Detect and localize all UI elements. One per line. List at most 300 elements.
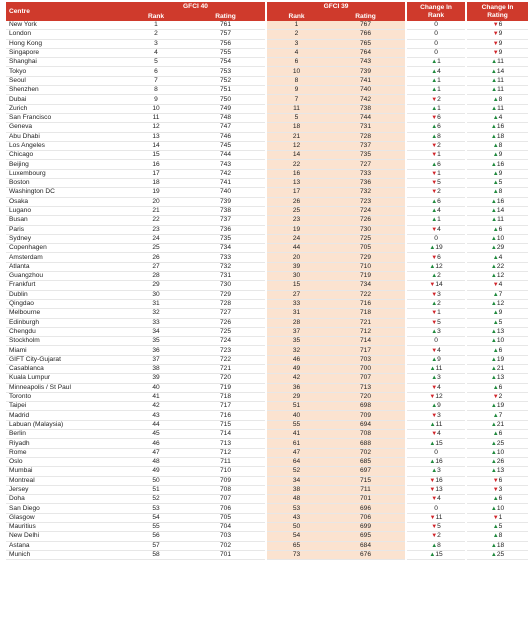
row-centre: New York — [6, 21, 126, 30]
row-gfci39-rating: 740 — [326, 86, 406, 95]
row-gfci40-rank: 41 — [126, 392, 186, 401]
row-centre: Astana — [6, 541, 126, 550]
arrow-up-icon: ▲ — [490, 263, 497, 270]
row-gfci39-rank: 11 — [266, 104, 326, 113]
row-change-rating: ▲4 — [466, 113, 528, 122]
row-centre: Rome — [6, 448, 126, 457]
row-change-rank: ▲1 — [406, 58, 466, 67]
arrow-up-icon: ▲ — [492, 496, 499, 503]
table-row — [6, 364, 528, 373]
table-row — [6, 206, 528, 215]
row-gfci40-rating: 717 — [186, 402, 266, 411]
table-row — [6, 188, 528, 197]
table-row — [6, 104, 528, 113]
row-gfci40-rating: 747 — [186, 123, 266, 132]
row-gfci39-rank: 8 — [266, 76, 326, 85]
table-row — [6, 476, 528, 485]
row-gfci40-rank: 10 — [126, 104, 186, 113]
row-gfci39-rank: 30 — [266, 272, 326, 281]
arrow-down-icon: ▼ — [431, 533, 438, 540]
arrow-down-icon: ▼ — [431, 384, 438, 391]
row-gfci40-rank: 51 — [126, 485, 186, 494]
row-change-rank: ▼3 — [406, 411, 466, 420]
row-change-rating: ▲16 — [466, 160, 528, 169]
row-gfci39-rank: 36 — [266, 383, 326, 392]
arrow-down-icon: ▼ — [429, 282, 436, 289]
row-centre: Chicago — [6, 151, 126, 160]
row-centre: Seoul — [6, 76, 126, 85]
row-centre: Doha — [6, 495, 126, 504]
row-gfci40-rating: 751 — [186, 86, 266, 95]
row-gfci40-rank: 50 — [126, 476, 186, 485]
row-centre: Berlin — [6, 430, 126, 439]
row-change-rating: ▲12 — [466, 299, 528, 308]
row-gfci40-rank: 8 — [126, 86, 186, 95]
row-gfci40-rank: 2 — [126, 30, 186, 39]
row-centre: Toronto — [6, 392, 126, 401]
row-gfci40-rating: 757 — [186, 30, 266, 39]
row-change-rank: ▲11 — [406, 420, 466, 429]
row-gfci40-rating: 727 — [186, 309, 266, 318]
row-gfci40-rank: 36 — [126, 346, 186, 355]
row-gfci39-rank: 18 — [266, 123, 326, 132]
row-gfci40-rating: 722 — [186, 355, 266, 364]
row-gfci39-rank: 53 — [266, 504, 326, 513]
arrow-up-icon: ▲ — [490, 375, 497, 382]
arrow-up-icon: ▲ — [429, 263, 436, 270]
row-gfci40-rating: 756 — [186, 39, 266, 48]
row-gfci39-rank: 19 — [266, 225, 326, 234]
row-gfci39-rank: 64 — [266, 457, 326, 466]
row-gfci40-rating: 709 — [186, 476, 266, 485]
arrow-down-icon: ▼ — [431, 152, 438, 159]
row-gfci40-rating: 724 — [186, 337, 266, 346]
row-change-rank: ▼6 — [406, 113, 466, 122]
row-gfci40-rank: 16 — [126, 160, 186, 169]
table-row — [6, 179, 528, 188]
arrow-up-icon: ▲ — [490, 328, 497, 335]
row-centre: Frankfurt — [6, 281, 126, 290]
arrow-down-icon: ▼ — [431, 524, 438, 531]
row-gfci40-rating: 740 — [186, 188, 266, 197]
row-gfci39-rank: 7 — [266, 95, 326, 104]
row-centre: Osaka — [6, 197, 126, 206]
row-gfci40-rank: 57 — [126, 541, 186, 550]
row-gfci39-rank: 29 — [266, 392, 326, 401]
row-gfci39-rating: 676 — [326, 550, 406, 559]
row-gfci39-rank: 31 — [266, 309, 326, 318]
row-gfci40-rating: 711 — [186, 457, 266, 466]
table-row — [6, 76, 528, 85]
arrow-up-icon: ▲ — [490, 68, 497, 75]
header-gfci39-rating: Rating — [326, 12, 406, 21]
row-gfci40-rank: 47 — [126, 448, 186, 457]
row-gfci39-rating: 735 — [326, 151, 406, 160]
row-gfci40-rank: 30 — [126, 290, 186, 299]
arrow-up-icon: ▲ — [490, 542, 497, 549]
row-centre: Melbourne — [6, 309, 126, 318]
row-gfci39-rating: 742 — [326, 95, 406, 104]
row-gfci40-rank: 42 — [126, 402, 186, 411]
row-change-rating: ▲8 — [466, 95, 528, 104]
row-gfci39-rank: 49 — [266, 364, 326, 373]
table-row — [6, 21, 528, 30]
row-change-rating: ▲21 — [466, 420, 528, 429]
header-gfci39: GFCI 39 — [266, 2, 406, 12]
row-change-rating: ▲14 — [466, 67, 528, 76]
row-gfci40-rank: 34 — [126, 327, 186, 336]
row-gfci40-rank: 55 — [126, 523, 186, 532]
row-centre: Oslo — [6, 457, 126, 466]
row-change-rating: ▲7 — [466, 411, 528, 420]
row-change-rating: ▲29 — [466, 244, 528, 253]
row-gfci40-rating: 723 — [186, 346, 266, 355]
table-row — [6, 337, 528, 346]
row-gfci39-rating: 716 — [326, 299, 406, 308]
table-row — [6, 383, 528, 392]
row-centre: Tokyo — [6, 67, 126, 76]
row-centre: Montreal — [6, 476, 126, 485]
arrow-up-icon: ▲ — [490, 245, 497, 252]
arrow-down-icon: ▼ — [429, 477, 436, 484]
row-gfci40-rank: 49 — [126, 467, 186, 476]
row-change-rank: 0 — [406, 21, 466, 30]
row-gfci39-rating: 706 — [326, 513, 406, 522]
row-centre: San Francisco — [6, 113, 126, 122]
row-gfci40-rating: 731 — [186, 272, 266, 281]
arrow-up-icon: ▲ — [490, 208, 497, 215]
header-gfci40: GFCI 40 — [126, 2, 266, 12]
row-change-rank: ▼2 — [406, 188, 466, 197]
row-gfci39-rank: 35 — [266, 337, 326, 346]
row-gfci39-rating: 708 — [326, 430, 406, 439]
arrow-down-icon: ▼ — [431, 496, 438, 503]
row-change-rank: ▼1 — [406, 169, 466, 178]
row-gfci40-rating: 721 — [186, 364, 266, 373]
row-change-rank: ▲15 — [406, 550, 466, 559]
row-change-rank: ▼6 — [406, 253, 466, 262]
row-centre: Boston — [6, 179, 126, 188]
row-gfci39-rank: 39 — [266, 262, 326, 271]
row-gfci40-rank: 17 — [126, 169, 186, 178]
row-change-rating: ▲6 — [466, 346, 528, 355]
row-change-rating: ▼9 — [466, 30, 528, 39]
row-change-rank: ▲6 — [406, 197, 466, 206]
arrow-up-icon: ▲ — [490, 235, 497, 242]
row-change-rating: ▲8 — [466, 141, 528, 150]
arrow-up-icon: ▲ — [431, 273, 438, 280]
row-change-rank: ▲3 — [406, 374, 466, 383]
row-gfci39-rank: 73 — [266, 550, 326, 559]
arrow-down-icon: ▼ — [431, 226, 438, 233]
row-change-rating: ▲13 — [466, 327, 528, 336]
row-gfci39-rating: 696 — [326, 504, 406, 513]
arrow-up-icon: ▲ — [491, 59, 498, 66]
table-row — [6, 225, 528, 234]
row-gfci40-rating: 707 — [186, 495, 266, 504]
table-row — [6, 160, 528, 169]
table-row — [6, 523, 528, 532]
row-gfci40-rating: 716 — [186, 411, 266, 420]
row-change-rank: ▼12 — [406, 392, 466, 401]
row-gfci40-rating: 703 — [186, 532, 266, 541]
row-change-rank: ▼1 — [406, 309, 466, 318]
table-row — [6, 457, 528, 466]
row-centre: Qingdao — [6, 299, 126, 308]
row-gfci40-rank: 27 — [126, 262, 186, 271]
row-gfci39-rank: 42 — [266, 374, 326, 383]
row-gfci40-rank: 31 — [126, 299, 186, 308]
row-gfci40-rating: 708 — [186, 485, 266, 494]
table-row — [6, 86, 528, 95]
row-gfci40-rank: 35 — [126, 337, 186, 346]
row-gfci39-rating: 710 — [326, 262, 406, 271]
row-change-rating: ▲11 — [466, 58, 528, 67]
row-change-rating: ▲9 — [466, 169, 528, 178]
row-gfci39-rank: 9 — [266, 86, 326, 95]
row-gfci39-rating: 685 — [326, 457, 406, 466]
arrow-down-icon: ▼ — [492, 282, 499, 289]
row-change-rank: 0 — [406, 504, 466, 513]
row-gfci40-rating: 732 — [186, 262, 266, 271]
header-gfci40-rating: Rating — [186, 12, 266, 21]
table-row — [6, 346, 528, 355]
row-centre: Beijing — [6, 160, 126, 169]
arrow-up-icon: ▲ — [490, 133, 497, 140]
row-gfci40-rank: 23 — [126, 225, 186, 234]
row-change-rank: ▲3 — [406, 327, 466, 336]
row-gfci40-rating: 754 — [186, 58, 266, 67]
row-centre: Abu Dhabi — [6, 132, 126, 141]
arrow-up-icon: ▲ — [492, 431, 499, 438]
row-change-rating: ▲6 — [466, 225, 528, 234]
row-change-rating: ▲25 — [466, 439, 528, 448]
row-gfci40-rank: 3 — [126, 39, 186, 48]
row-centre: Mumbai — [6, 467, 126, 476]
table-row — [6, 495, 528, 504]
arrow-up-icon: ▲ — [492, 524, 499, 531]
row-change-rank: ▼3 — [406, 290, 466, 299]
arrow-up-icon: ▲ — [431, 161, 438, 168]
arrow-down-icon: ▼ — [431, 96, 438, 103]
row-change-rank: ▼5 — [406, 523, 466, 532]
row-change-rating: ▲10 — [466, 337, 528, 346]
row-change-rank: ▲8 — [406, 132, 466, 141]
row-gfci39-rank: 47 — [266, 448, 326, 457]
arrow-up-icon: ▲ — [490, 161, 497, 168]
row-gfci39-rating: 700 — [326, 364, 406, 373]
arrow-down-icon: ▼ — [431, 319, 438, 326]
row-change-rating: ▼4 — [466, 281, 528, 290]
row-gfci40-rating: 710 — [186, 467, 266, 476]
row-change-rank: ▼1 — [406, 151, 466, 160]
table-row — [6, 411, 528, 420]
row-gfci39-rating: 730 — [326, 225, 406, 234]
row-gfci40-rating: 704 — [186, 523, 266, 532]
row-gfci40-rank: 1 — [126, 21, 186, 30]
row-change-rating: ▲14 — [466, 206, 528, 215]
row-gfci39-rating: 717 — [326, 346, 406, 355]
table-row — [6, 485, 528, 494]
arrow-up-icon: ▲ — [490, 124, 497, 131]
arrow-up-icon: ▲ — [429, 366, 436, 373]
arrow-up-icon: ▲ — [429, 421, 436, 428]
row-change-rating: ▲13 — [466, 374, 528, 383]
row-gfci39-rank: 1 — [266, 21, 326, 30]
row-change-rating: ▲16 — [466, 123, 528, 132]
row-gfci39-rating: 731 — [326, 123, 406, 132]
row-gfci39-rating: 765 — [326, 39, 406, 48]
row-gfci40-rating: 753 — [186, 67, 266, 76]
header-change-rating: Change In Rating — [466, 2, 528, 21]
arrow-up-icon: ▲ — [431, 542, 438, 549]
table-row — [6, 392, 528, 401]
row-change-rank: ▼4 — [406, 383, 466, 392]
arrow-up-icon: ▲ — [490, 301, 497, 308]
row-change-rating: ▲8 — [466, 188, 528, 197]
row-change-rating: ▲5 — [466, 179, 528, 188]
row-centre: Singapore — [6, 48, 126, 57]
row-change-rating: ▼6 — [466, 476, 528, 485]
row-centre: Stockholm — [6, 337, 126, 346]
row-change-rank: ▼2 — [406, 532, 466, 541]
row-gfci40-rating: 734 — [186, 244, 266, 253]
row-centre: Hong Kong — [6, 39, 126, 48]
row-change-rating: ▲16 — [466, 197, 528, 206]
row-gfci39-rating: 705 — [326, 244, 406, 253]
row-gfci40-rank: 53 — [126, 504, 186, 513]
table-row — [6, 504, 528, 513]
row-gfci39-rating: 733 — [326, 169, 406, 178]
row-centre: Riyadh — [6, 439, 126, 448]
row-gfci40-rating: 713 — [186, 439, 266, 448]
row-gfci40-rank: 48 — [126, 457, 186, 466]
row-change-rank: ▼16 — [406, 476, 466, 485]
arrow-up-icon: ▲ — [490, 198, 497, 205]
row-gfci39-rank: 13 — [266, 179, 326, 188]
arrow-down-icon: ▼ — [431, 291, 438, 298]
row-change-rating: ▲10 — [466, 234, 528, 243]
row-centre: Zurich — [6, 104, 126, 113]
row-change-rating: ▼6 — [466, 21, 528, 30]
row-gfci40-rank: 29 — [126, 281, 186, 290]
row-gfci40-rank: 9 — [126, 95, 186, 104]
table-row — [6, 550, 528, 559]
row-gfci40-rank: 33 — [126, 318, 186, 327]
row-change-rank: 0 — [406, 448, 466, 457]
row-change-rating: ▲5 — [466, 318, 528, 327]
row-gfci39-rank: 48 — [266, 495, 326, 504]
row-gfci40-rating: 705 — [186, 513, 266, 522]
row-gfci40-rank: 56 — [126, 532, 186, 541]
row-gfci40-rating: 749 — [186, 104, 266, 113]
arrow-up-icon: ▲ — [490, 552, 497, 559]
row-gfci39-rating: 729 — [326, 253, 406, 262]
row-gfci39-rank: 2 — [266, 30, 326, 39]
row-gfci39-rating: 720 — [326, 392, 406, 401]
row-gfci40-rank: 46 — [126, 439, 186, 448]
row-gfci40-rank: 21 — [126, 206, 186, 215]
row-centre: Los Angeles — [6, 141, 126, 150]
arrow-up-icon: ▲ — [491, 87, 498, 94]
table-row — [6, 420, 528, 429]
table-row — [6, 48, 528, 57]
row-change-rank: ▼14 — [406, 281, 466, 290]
row-gfci39-rating: 767 — [326, 21, 406, 30]
row-change-rating: ▲10 — [466, 448, 528, 457]
row-change-rank: ▲11 — [406, 364, 466, 373]
row-gfci40-rating: 738 — [186, 206, 266, 215]
arrow-up-icon: ▲ — [492, 143, 499, 149]
table-row — [6, 197, 528, 206]
arrow-up-icon: ▲ — [431, 68, 438, 75]
row-gfci39-rank: 27 — [266, 290, 326, 299]
row-gfci39-rating: 694 — [326, 420, 406, 429]
table-row — [6, 58, 528, 67]
row-gfci39-rating: 697 — [326, 467, 406, 476]
table-row — [6, 541, 528, 550]
row-gfci39-rating: 715 — [326, 476, 406, 485]
row-gfci40-rank: 7 — [126, 76, 186, 85]
row-gfci39-rank: 50 — [266, 523, 326, 532]
row-centre: Kuala Lumpur — [6, 374, 126, 383]
arrow-up-icon: ▲ — [492, 189, 499, 196]
row-change-rank: 0 — [406, 234, 466, 243]
row-change-rank: ▲3 — [406, 467, 466, 476]
row-gfci40-rating: 730 — [186, 281, 266, 290]
row-change-rank: ▲9 — [406, 402, 466, 411]
row-change-rank: ▼11 — [406, 513, 466, 522]
row-centre: London — [6, 30, 126, 39]
arrow-down-icon: ▼ — [492, 40, 499, 47]
row-gfci40-rating: 706 — [186, 504, 266, 513]
row-gfci39-rank: 12 — [266, 141, 326, 150]
row-gfci40-rank: 54 — [126, 513, 186, 522]
arrow-up-icon: ▲ — [492, 180, 499, 187]
row-change-rank: ▲15 — [406, 439, 466, 448]
row-gfci39-rank: 15 — [266, 281, 326, 290]
row-change-rank: ▼2 — [406, 95, 466, 104]
row-change-rank: ▲8 — [406, 541, 466, 550]
row-change-rating: ▲6 — [466, 495, 528, 504]
row-centre: San Diego — [6, 504, 126, 513]
table-row — [6, 374, 528, 383]
arrow-up-icon: ▲ — [490, 366, 497, 373]
row-gfci40-rating: 729 — [186, 290, 266, 299]
row-gfci39-rating: 699 — [326, 523, 406, 532]
row-gfci39-rating: 738 — [326, 104, 406, 113]
row-gfci40-rank: 26 — [126, 253, 186, 262]
row-centre: Edinburgh — [6, 318, 126, 327]
arrow-up-icon: ▲ — [492, 291, 499, 298]
table-row — [6, 123, 528, 132]
row-gfci39-rating: 718 — [326, 309, 406, 318]
row-gfci40-rating: 736 — [186, 225, 266, 234]
row-gfci40-rank: 37 — [126, 355, 186, 364]
row-change-rating: ▼9 — [466, 48, 528, 57]
row-gfci39-rating: 741 — [326, 76, 406, 85]
row-gfci39-rank: 44 — [266, 244, 326, 253]
row-centre: Atlanta — [6, 262, 126, 271]
row-gfci39-rank: 40 — [266, 411, 326, 420]
row-gfci39-rank: 61 — [266, 439, 326, 448]
arrow-up-icon: ▲ — [491, 217, 498, 224]
row-centre: Amsterdam — [6, 253, 126, 262]
row-change-rating: ▲10 — [466, 504, 528, 513]
arrow-up-icon: ▲ — [490, 449, 497, 456]
row-change-rank: ▼4 — [406, 346, 466, 355]
row-centre: Jersey — [6, 485, 126, 494]
